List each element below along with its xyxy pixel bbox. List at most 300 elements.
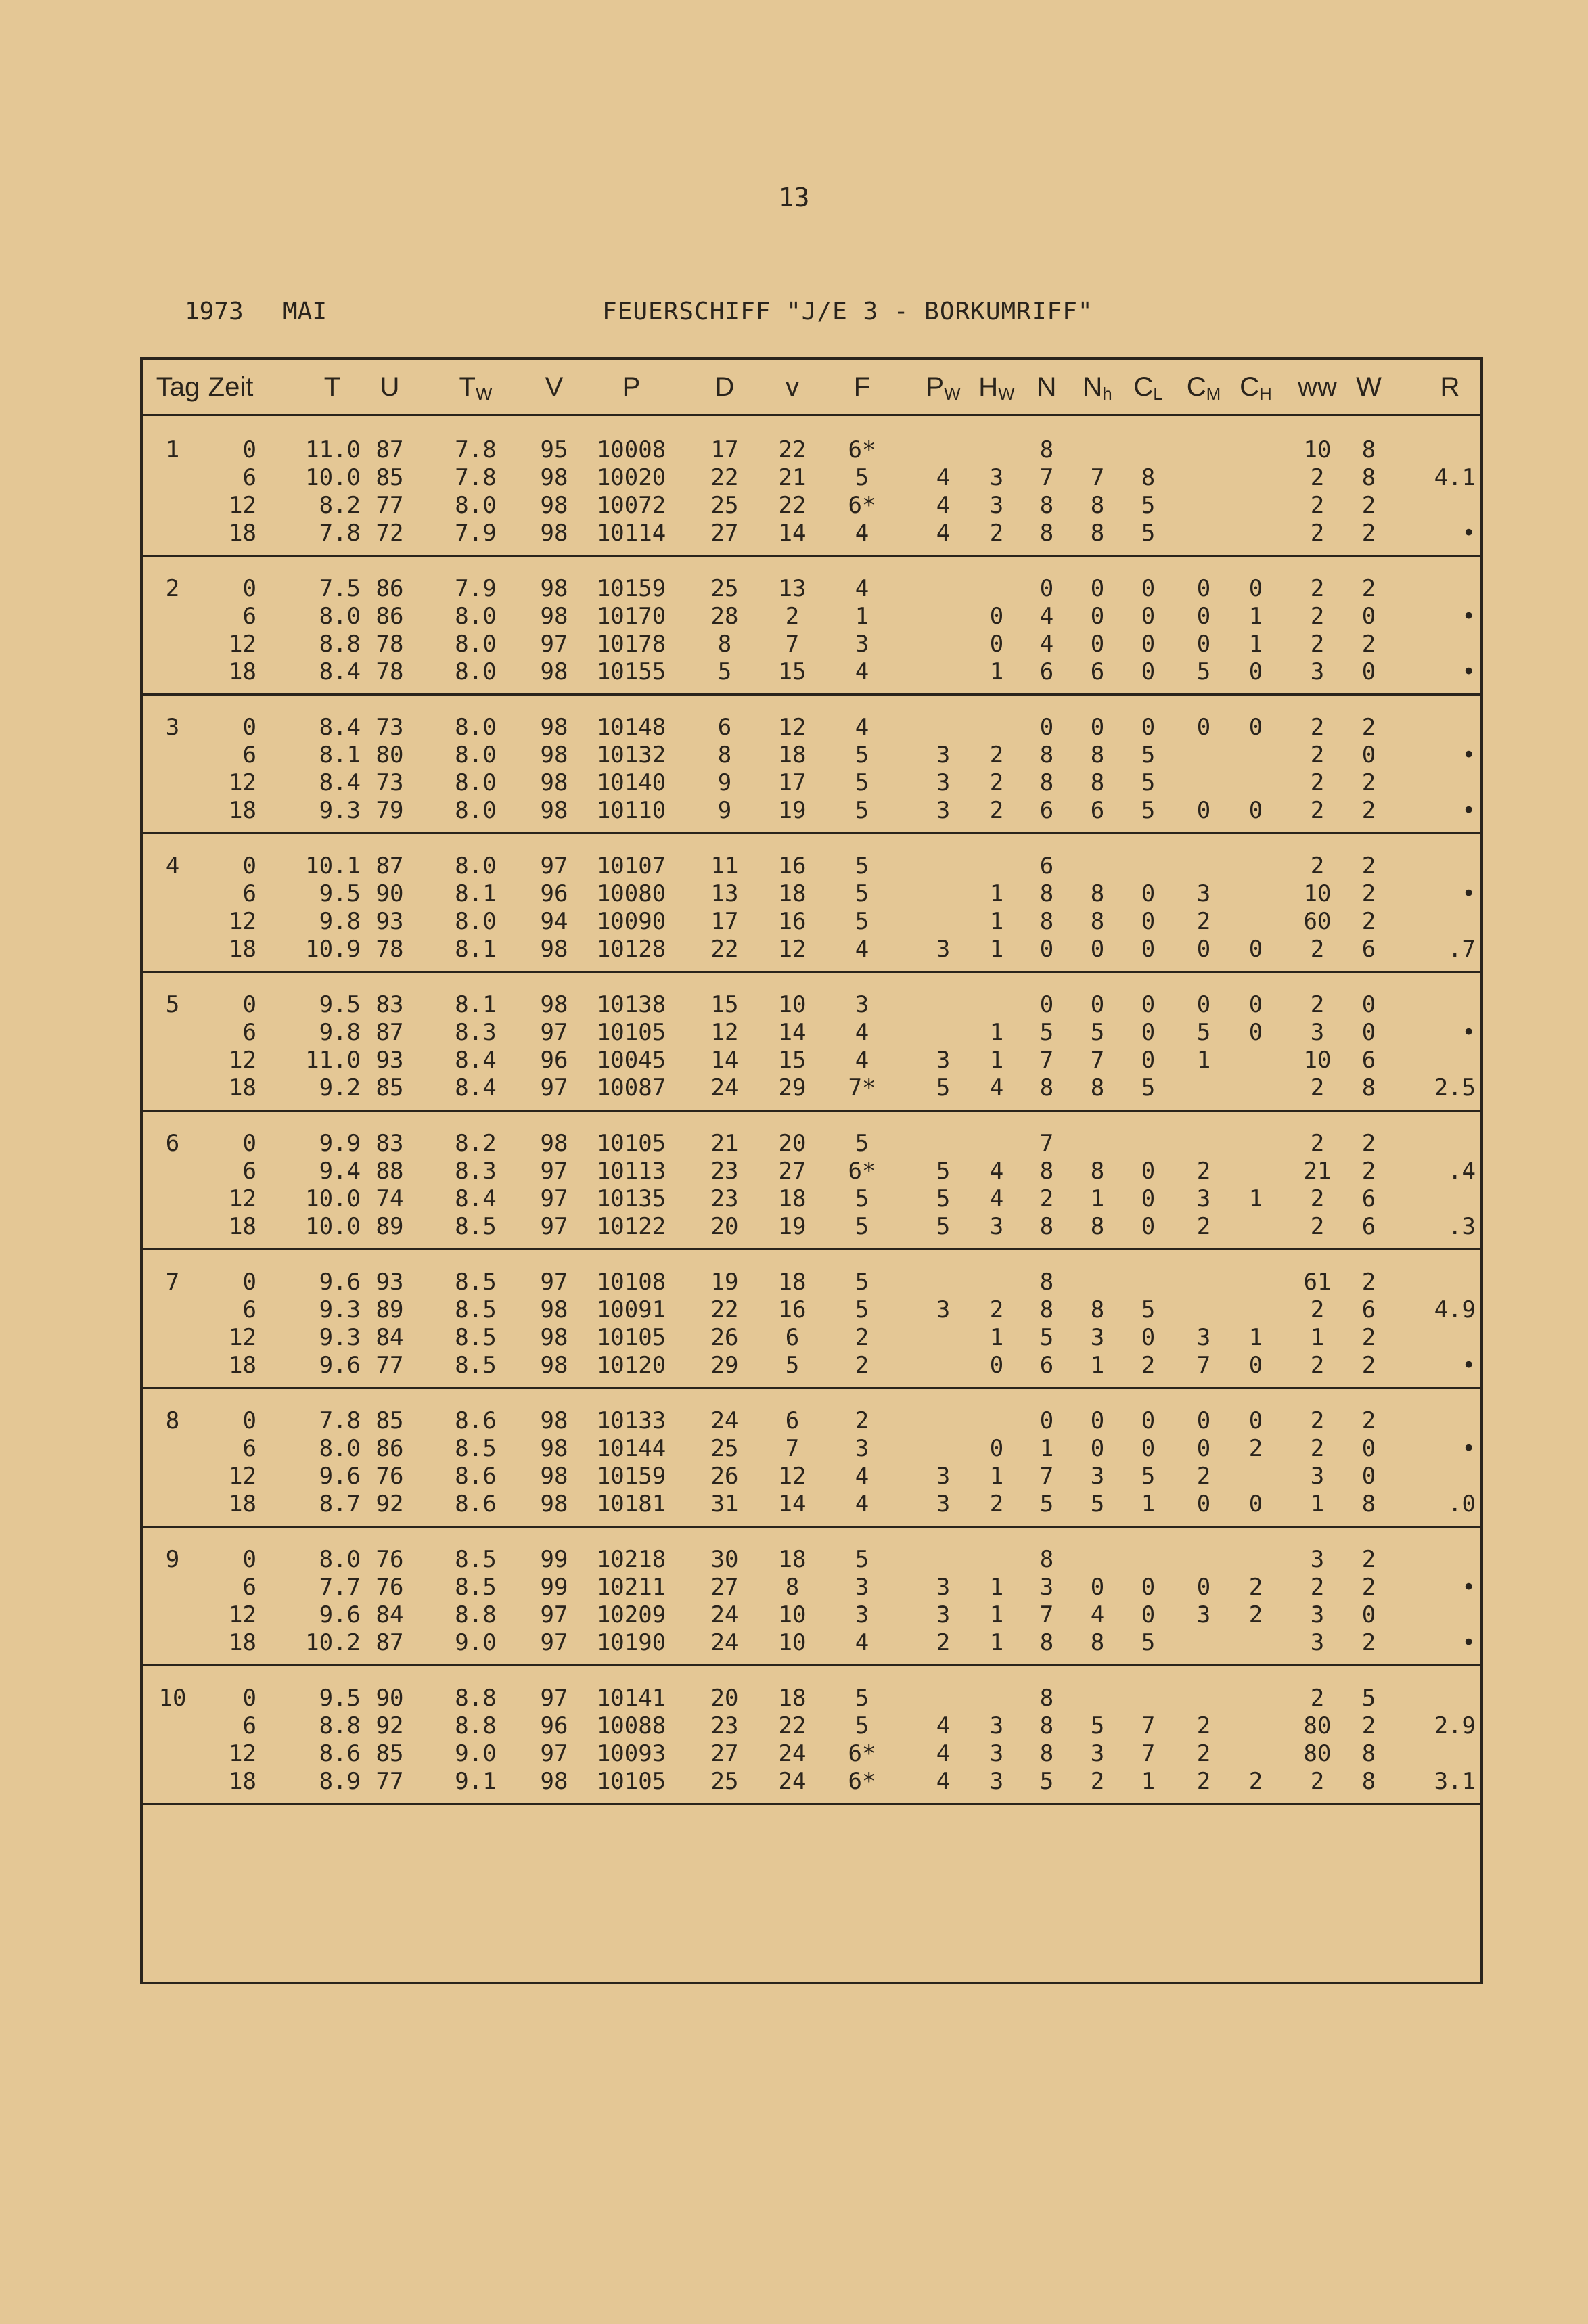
cell-ch: 2 [1248, 1574, 1263, 1601]
cell-ch: 1 [1248, 1185, 1263, 1212]
cell-tw: 8.6 [455, 1490, 497, 1518]
cell-cl: 0 [1141, 1213, 1156, 1240]
cell-rr: .7 [1448, 936, 1476, 963]
cell-zeit: 6 [242, 603, 256, 630]
cell-zeit: 18 [229, 658, 256, 685]
cell-u: 78 [376, 936, 404, 963]
table-row [143, 1601, 1480, 1629]
day-tag: 2 [165, 575, 180, 602]
cell-f: 3 [855, 631, 869, 658]
cell-pw: 2 [936, 1629, 951, 1656]
header-tw-sub: W [475, 384, 493, 404]
cell-pw: 4 [936, 1740, 951, 1767]
cell-hw: 0 [989, 603, 1004, 630]
cell-t: 9.5 [319, 991, 361, 1018]
cell-cl: 5 [1141, 1296, 1156, 1323]
cell-u: 77 [376, 1352, 404, 1379]
cell-f: 5 [855, 464, 869, 491]
cell-zeit: 0 [242, 1269, 256, 1296]
cell-t: 7.7 [319, 1574, 361, 1601]
cell-cm: 1 [1196, 1047, 1211, 1074]
cell-w: 2 [1361, 852, 1376, 880]
cell-ch: 0 [1248, 1352, 1263, 1379]
header-ch-sub: H [1259, 384, 1272, 404]
cell-cl: 0 [1141, 1324, 1156, 1351]
cell-hw: 3 [989, 492, 1004, 519]
cell-w: 2 [1361, 1574, 1376, 1601]
cell-p: 10132 [596, 742, 666, 769]
cell-zeit: 6 [242, 742, 256, 769]
table-row [143, 1047, 1480, 1074]
cell-vs: 15 [778, 1047, 807, 1074]
cell-n: 5 [1039, 1768, 1054, 1795]
cell-hw: 3 [989, 1213, 1004, 1240]
cell-n: 7 [1039, 1047, 1054, 1074]
cell-vs: 14 [778, 1490, 807, 1518]
cell-p: 10107 [596, 852, 666, 880]
cell-nh: 0 [1090, 575, 1105, 602]
cell-zeit: 0 [242, 714, 256, 741]
cell-p: 10110 [596, 797, 666, 824]
cell-ww: 60 [1303, 908, 1332, 935]
cell-n: 8 [1039, 1158, 1054, 1185]
cell-d: 20 [710, 1685, 739, 1712]
cell-nh: 4 [1090, 1601, 1105, 1628]
cell-f: 5 [855, 742, 869, 769]
table-row [143, 852, 1480, 880]
cell-t: 9.3 [319, 1296, 361, 1323]
cell-ww: 1 [1310, 1490, 1325, 1518]
header-rr [1440, 372, 1460, 403]
cell-u: 84 [376, 1601, 404, 1628]
cell-u: 89 [376, 1296, 404, 1323]
table-row [143, 1130, 1480, 1158]
cell-f: 2 [855, 1407, 869, 1434]
cell-cm: 0 [1196, 936, 1211, 963]
cell-w: 8 [1361, 1768, 1376, 1795]
cell-d: 6 [717, 714, 732, 741]
cell-vs: 22 [778, 1712, 807, 1739]
cell-tw: 8.1 [455, 880, 497, 907]
cell-t: 9.6 [319, 1269, 361, 1296]
cell-nh: 8 [1090, 1296, 1105, 1323]
cell-cl: 0 [1141, 936, 1156, 963]
cell-zeit: 12 [229, 631, 256, 658]
cell-n: 8 [1039, 1685, 1054, 1712]
cell-f: 3 [855, 1574, 869, 1601]
cell-vs: 15 [778, 658, 807, 685]
cell-v: 96 [540, 1047, 568, 1074]
cell-w: 8 [1361, 1490, 1376, 1518]
header-tag [156, 372, 200, 403]
cell-f: 4 [855, 658, 869, 685]
cell-nh: 8 [1090, 492, 1105, 519]
cell-pw: 4 [936, 492, 951, 519]
cell-rr: • [1461, 1629, 1476, 1656]
cell-tw: 8.0 [455, 908, 497, 935]
cell-n: 0 [1039, 714, 1054, 741]
cell-n: 4 [1039, 631, 1054, 658]
table-row [143, 742, 1480, 769]
header-ch-label: C [1240, 372, 1260, 402]
cell-cl: 8 [1141, 464, 1156, 491]
cell-f: 4 [855, 1463, 869, 1490]
cell-hw: 1 [989, 936, 1004, 963]
cell-w: 2 [1361, 575, 1376, 602]
cell-t: 9.5 [319, 880, 361, 907]
cell-hw: 0 [989, 1435, 1004, 1462]
cell-v: 98 [540, 714, 568, 741]
cell-ww: 2 [1310, 1130, 1325, 1157]
cell-tw: 8.6 [455, 1407, 497, 1434]
cell-hw: 1 [989, 1601, 1004, 1628]
cell-vs: 2 [785, 603, 800, 630]
cell-hw: 1 [989, 1047, 1004, 1074]
cell-n: 4 [1039, 603, 1054, 630]
cell-p: 10113 [596, 1158, 666, 1185]
cell-hw: 0 [989, 631, 1004, 658]
cell-hw: 0 [989, 1352, 1004, 1379]
cell-nh: 8 [1090, 1158, 1105, 1185]
cell-pw: 4 [936, 1712, 951, 1739]
cell-vs: 17 [778, 769, 807, 796]
cell-nh: 0 [1090, 603, 1105, 630]
cell-cl: 5 [1141, 769, 1156, 796]
cell-v: 98 [540, 936, 568, 963]
cell-ww: 2 [1310, 852, 1325, 880]
cell-f: 5 [855, 852, 869, 880]
cell-w: 2 [1361, 880, 1376, 907]
day-tag: 1 [165, 436, 180, 463]
cell-zeit: 6 [242, 1158, 256, 1185]
cell-tw: 8.2 [455, 1130, 497, 1157]
cell-f: 5 [855, 1213, 869, 1240]
cell-pw: 5 [936, 1213, 951, 1240]
header-u-label: U [380, 372, 400, 402]
cell-f: 4 [855, 1629, 869, 1656]
cell-rr: • [1461, 1574, 1476, 1601]
cell-d: 23 [710, 1185, 739, 1212]
cell-cm: 5 [1196, 658, 1211, 685]
cell-nh: 8 [1090, 1213, 1105, 1240]
cell-u: 85 [376, 1407, 404, 1434]
cell-vs: 24 [778, 1740, 807, 1767]
cell-ww: 2 [1310, 1296, 1325, 1323]
cell-p: 10211 [596, 1574, 666, 1601]
cell-u: 93 [376, 908, 404, 935]
cell-vs: 20 [778, 1130, 807, 1157]
cell-f: 7* [848, 1074, 876, 1101]
cell-n: 8 [1039, 1629, 1054, 1656]
cell-zeit: 18 [229, 520, 256, 547]
cell-ww: 2 [1310, 936, 1325, 963]
cell-ch: 1 [1248, 1324, 1263, 1351]
cell-t: 8.7 [319, 1490, 361, 1518]
cell-cl: 0 [1141, 1158, 1156, 1185]
cell-zeit: 0 [242, 1685, 256, 1712]
table-row [143, 1407, 1480, 1435]
cell-ww: 2 [1310, 1213, 1325, 1240]
header-cm [1187, 372, 1221, 405]
cell-tw: 8.5 [455, 1352, 497, 1379]
cell-p: 10120 [596, 1352, 666, 1379]
cell-zeit: 12 [229, 1601, 256, 1628]
cell-vs: 19 [778, 1213, 807, 1240]
cell-nh: 8 [1090, 1629, 1105, 1656]
cell-nh: 5 [1090, 1490, 1105, 1518]
cell-ww: 2 [1310, 714, 1325, 741]
cell-t: 8.4 [319, 769, 361, 796]
cell-cl: 5 [1141, 520, 1156, 547]
cell-n: 8 [1039, 908, 1054, 935]
table-row [143, 714, 1480, 742]
cell-d: 30 [710, 1546, 739, 1573]
cell-n: 8 [1039, 436, 1054, 463]
cell-f: 4 [855, 520, 869, 547]
cell-v: 96 [540, 1712, 568, 1739]
cell-rr: • [1461, 1019, 1476, 1046]
header-vs [786, 372, 799, 403]
header-d-label: D [714, 372, 735, 402]
table-row [143, 1019, 1480, 1047]
table-row [143, 1269, 1480, 1296]
cell-n: 8 [1039, 742, 1054, 769]
cell-v: 97 [540, 1074, 568, 1101]
cell-rr: 2.5 [1434, 1074, 1476, 1101]
cell-f: 5 [855, 1546, 869, 1573]
cell-t: 10.0 [305, 1185, 361, 1212]
cell-d: 25 [710, 1435, 739, 1462]
cell-pw: 3 [936, 1047, 951, 1074]
cell-ch: 0 [1248, 1019, 1263, 1046]
cell-f: 2 [855, 1352, 869, 1379]
cell-zeit: 12 [229, 1463, 256, 1490]
cell-t: 10.0 [305, 1213, 361, 1240]
cell-ww: 61 [1303, 1269, 1332, 1296]
cell-tw: 8.0 [455, 603, 497, 630]
cell-n: 0 [1039, 991, 1054, 1018]
cell-v: 98 [540, 1407, 568, 1434]
cell-cl: 0 [1141, 1574, 1156, 1601]
cell-cm: 2 [1196, 1213, 1211, 1240]
cell-zeit: 6 [242, 1574, 256, 1601]
cell-w: 0 [1361, 1435, 1376, 1462]
cell-u: 76 [376, 1463, 404, 1490]
header-zeit-label: Zeit [208, 372, 254, 402]
cell-nh: 7 [1090, 1047, 1105, 1074]
cell-zeit: 18 [229, 1213, 256, 1240]
cell-ww: 2 [1310, 1074, 1325, 1101]
cell-cl: 7 [1141, 1712, 1156, 1739]
cell-n: 8 [1039, 492, 1054, 519]
cell-d: 11 [710, 852, 739, 880]
header-hw-label: H [978, 372, 999, 402]
cell-d: 28 [710, 603, 739, 630]
cell-n: 7 [1039, 1463, 1054, 1490]
cell-w: 2 [1361, 1352, 1376, 1379]
table-row [143, 1740, 1480, 1768]
cell-d: 25 [710, 575, 739, 602]
cell-d: 27 [710, 1740, 739, 1767]
cell-vs: 22 [778, 436, 807, 463]
cell-hw: 2 [989, 769, 1004, 796]
cell-w: 0 [1361, 991, 1376, 1018]
cell-w: 8 [1361, 1074, 1376, 1101]
cell-d: 24 [710, 1601, 739, 1628]
cell-p: 10020 [596, 464, 666, 491]
cell-zeit: 18 [229, 797, 256, 824]
cell-w: 2 [1361, 769, 1376, 796]
cell-t: 9.8 [319, 1019, 361, 1046]
day-tag: 8 [165, 1407, 180, 1434]
header-nh-label: N [1083, 372, 1103, 402]
cell-w: 2 [1361, 1269, 1376, 1296]
cell-t: 10.1 [305, 852, 361, 880]
cell-n: 8 [1039, 1074, 1054, 1101]
cell-p: 10105 [596, 1768, 666, 1795]
cell-ww: 3 [1310, 1019, 1325, 1046]
cell-t: 7.5 [319, 575, 361, 602]
header-cl-sub: L [1153, 384, 1163, 404]
cell-p: 10091 [596, 1296, 666, 1323]
cell-pw: 3 [936, 769, 951, 796]
cell-n: 8 [1039, 520, 1054, 547]
cell-n: 6 [1039, 1352, 1054, 1379]
table-row [143, 436, 1480, 464]
cell-cm: 5 [1196, 1019, 1211, 1046]
cell-v: 98 [540, 1324, 568, 1351]
table-row [143, 1629, 1480, 1657]
cell-vs: 16 [778, 852, 807, 880]
cell-d: 9 [717, 797, 732, 824]
cell-vs: 10 [778, 991, 807, 1018]
cell-cl: 5 [1141, 797, 1156, 824]
cell-p: 10144 [596, 1435, 666, 1462]
cell-vs: 8 [785, 1574, 800, 1601]
cell-hw: 3 [989, 464, 1004, 491]
day-block [143, 416, 1480, 557]
page-number: 13 [778, 183, 810, 212]
cell-ww: 2 [1310, 603, 1325, 630]
cell-nh: 3 [1090, 1324, 1105, 1351]
cell-w: 2 [1361, 714, 1376, 741]
cell-v: 97 [540, 1629, 568, 1656]
header-w-label: W [1356, 372, 1382, 402]
cell-v: 97 [540, 1601, 568, 1628]
cell-nh: 6 [1090, 797, 1105, 824]
cell-rr: • [1461, 880, 1476, 907]
table-row [143, 880, 1480, 908]
cell-zeit: 12 [229, 769, 256, 796]
cell-tw: 8.3 [455, 1158, 497, 1185]
cell-zeit: 0 [242, 1130, 256, 1157]
cell-vs: 18 [778, 1546, 807, 1573]
cell-v: 97 [540, 1158, 568, 1185]
cell-cm: 0 [1196, 797, 1211, 824]
cell-n: 8 [1039, 1213, 1054, 1240]
cell-cm: 0 [1196, 575, 1211, 602]
cell-d: 5 [717, 658, 732, 685]
cell-w: 2 [1361, 1407, 1376, 1434]
cell-n: 0 [1039, 936, 1054, 963]
cell-cl: 0 [1141, 603, 1156, 630]
cell-d: 13 [710, 880, 739, 907]
cell-cm: 3 [1196, 1601, 1211, 1628]
cell-cl: 0 [1141, 1185, 1156, 1212]
cell-cm: 0 [1196, 1574, 1211, 1601]
cell-w: 2 [1361, 1546, 1376, 1573]
cell-ww: 3 [1310, 1629, 1325, 1656]
cell-hw: 1 [989, 1019, 1004, 1046]
day-block [143, 1248, 1480, 1389]
cell-hw: 2 [989, 1490, 1004, 1518]
cell-p: 10135 [596, 1185, 666, 1212]
cell-zeit: 18 [229, 1352, 256, 1379]
cell-tw: 8.5 [455, 1296, 497, 1323]
cell-tw: 8.0 [455, 852, 497, 880]
cell-p: 10140 [596, 769, 666, 796]
cell-w: 6 [1361, 1047, 1376, 1074]
cell-ww: 10 [1303, 880, 1332, 907]
cell-t: 8.8 [319, 1712, 361, 1739]
cell-d: 22 [710, 464, 739, 491]
cell-vs: 7 [785, 631, 800, 658]
cell-ww: 2 [1310, 575, 1325, 602]
cell-ch: 1 [1248, 631, 1263, 658]
cell-ch: 2 [1248, 1435, 1263, 1462]
table-row [143, 1158, 1480, 1185]
cell-vs: 18 [778, 880, 807, 907]
cell-t: 11.0 [305, 1047, 361, 1074]
cell-nh: 1 [1090, 1352, 1105, 1379]
cell-p: 10159 [596, 1463, 666, 1490]
cell-nh: 2 [1090, 1768, 1105, 1795]
cell-ch: 0 [1248, 714, 1263, 741]
cell-ww: 2 [1310, 1685, 1325, 1712]
cell-ww: 2 [1310, 1185, 1325, 1212]
document-title: FEUERSCHIFF "J/E 3 - BORKUMRIFF" [602, 298, 1093, 325]
cell-hw: 1 [989, 1574, 1004, 1601]
header-cl [1133, 372, 1162, 405]
month-label: MAI [283, 298, 327, 325]
cell-rr: • [1461, 1352, 1476, 1379]
cell-n: 8 [1039, 769, 1054, 796]
header-cl-label: C [1133, 372, 1154, 402]
table-row [143, 769, 1480, 797]
cell-n: 8 [1039, 880, 1054, 907]
cell-d: 20 [710, 1213, 739, 1240]
cell-f: 5 [855, 1296, 869, 1323]
table-row [143, 1463, 1480, 1490]
cell-u: 87 [376, 1019, 404, 1046]
cell-ww: 2 [1310, 742, 1325, 769]
cell-f: 3 [855, 1601, 869, 1628]
cell-hw: 1 [989, 1629, 1004, 1656]
table-row [143, 1185, 1480, 1213]
cell-f: 5 [855, 797, 869, 824]
cell-ww: 2 [1310, 1407, 1325, 1434]
cell-v: 98 [540, 1490, 568, 1518]
cell-zeit: 12 [229, 1324, 256, 1351]
cell-pw: 3 [936, 1574, 951, 1601]
cell-tw: 8.0 [455, 797, 497, 824]
cell-vs: 7 [785, 1435, 800, 1462]
cell-v: 97 [540, 1213, 568, 1240]
cell-tw: 8.5 [455, 1269, 497, 1296]
cell-d: 9 [717, 769, 732, 796]
cell-w: 2 [1361, 492, 1376, 519]
day-tag: 4 [165, 852, 180, 880]
